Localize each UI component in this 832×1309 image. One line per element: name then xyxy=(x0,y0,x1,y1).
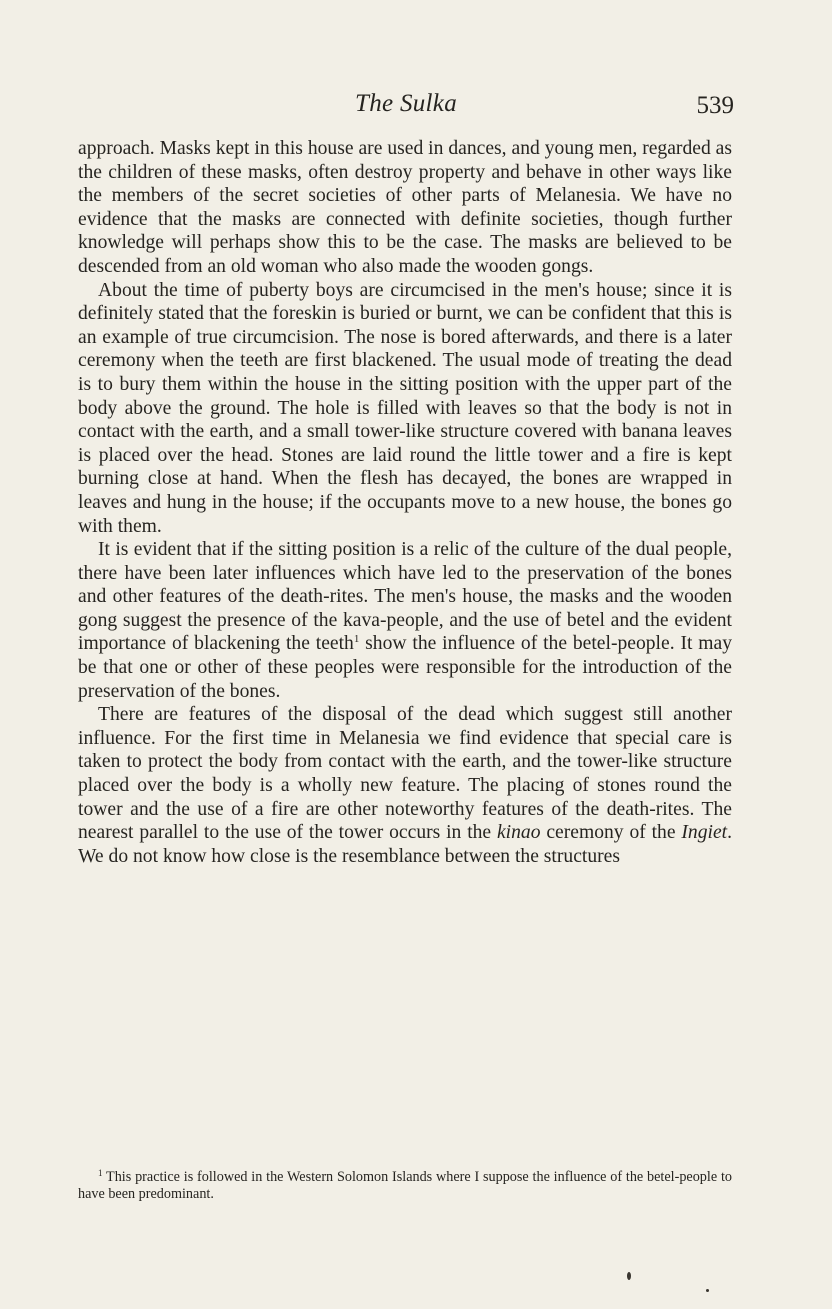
paragraph-4-text-c: . We do not know how close is the resemblance between the structures xyxy=(78,822,732,867)
ink-speck xyxy=(706,1289,709,1292)
footnote-reference[interactable]: 1 xyxy=(353,633,360,646)
ink-speck xyxy=(627,1272,631,1280)
paragraph-3 xyxy=(78,538,732,703)
running-title: The Sulka xyxy=(355,90,457,117)
footnote xyxy=(78,1169,732,1203)
paragraph-4 xyxy=(78,703,732,868)
footnote-text: This practice is followed in the Western Solomon Islands where I suppose the influence of the betel-people to have been predominant. xyxy=(78,1169,732,1202)
footnote-text-block xyxy=(78,1169,732,1203)
term-kinao: kinao xyxy=(496,822,541,844)
body-text xyxy=(78,137,732,868)
paragraph-1: approach. Masks kept in this house are used in dances, and young men, regarded as the children of these masks, often destroy property and behave in other ways like the members of the secret societies of other parts of Melanesia. We have no evidence that the masks are connected with definite societies, though further knowledge will perhaps show this to be the case. The masks are believed to be descended from an old woman who also made the wooden gongs. xyxy=(78,138,732,277)
paragraph-2: About the time of puberty boys are circumcised in the men's house; since it is definitely stated that the foreskin is buried or burnt, we can be confident that this is an example of true circumcision. The nose is bored afterwards, and there is a later ceremony when the teeth are first blackened. The usual mode of treating the dead is to bury them within the house in the sitting position with the upper part of the body above the ground. The hole is filled with leaves so that the body is not in contact with the earth, and a small tower-like structure covered with banana leaves is placed over the head. Stones are laid round the little tower and a fire is kept burning close at hand. When the flesh has decayed, the bones are wrapped in leaves and hung in the house; if the occupants move to a new house, the bones go with them. xyxy=(78,279,732,537)
page-number: 539 xyxy=(696,92,734,119)
paragraph-3-text-a: It is evident that if the sitting position is a relic of the culture of the dual people, there have been later influences which have led to the preservation of the bones and other features of the death-rites. The men's house, the masks and the wooden gong suggest the presence of the kava-people, and the use of betel and the evident importance of blackening the teeth xyxy=(78,539,732,655)
paragraph-4-text-a: There are features of the disposal of the dead which suggest still another influence. For the first time in Melanesia we find evidence that special care is taken to protect the body from contact with the earth, and the tower-like structure placed over the body is a wholly new feature. The placing of stones round the tower and the use of a fire are other noteworthy features of the death-rites. The nearest parallel to the use of the tower occurs in the xyxy=(78,704,732,844)
running-head xyxy=(78,88,734,124)
paragraph-3-text-b: show the influence of the betel-people. It may be that one or other of these peoples were responsible for the introduction of the preservation of the bones. xyxy=(78,633,732,702)
term-ingiet: Ingiet xyxy=(681,822,728,844)
paragraph-4-text-b: ceremony of the xyxy=(540,822,682,844)
footnote-mark: 1 xyxy=(98,1168,103,1178)
